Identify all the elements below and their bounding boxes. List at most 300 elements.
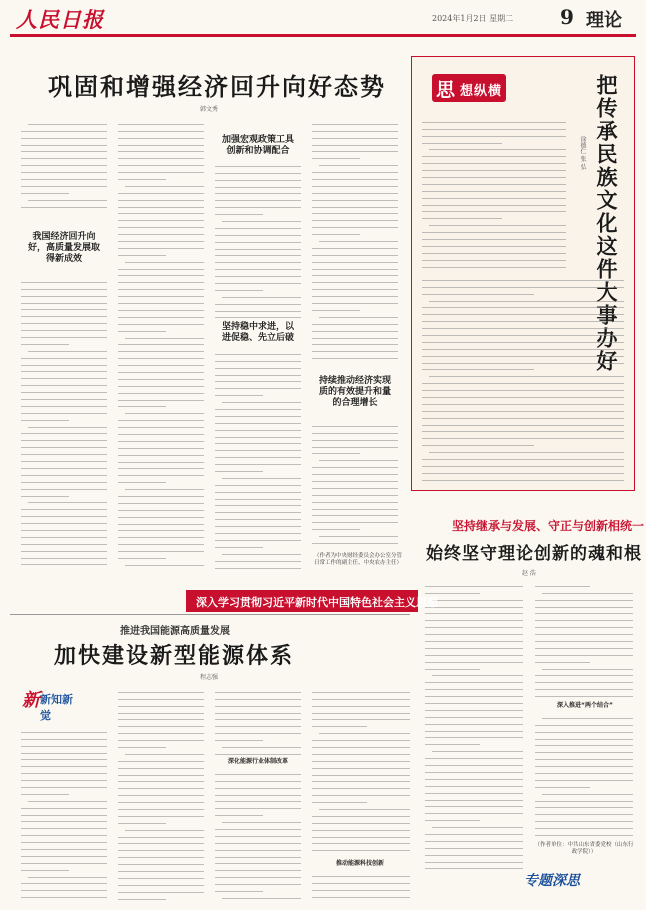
text-line [28,421,107,428]
text-line [312,221,398,228]
article2-subtitle: 推进我国能源高质量发展 [120,626,230,637]
text-line [118,290,204,297]
text-line [222,816,301,823]
text-line [118,283,204,290]
text-line [21,324,107,331]
text-line [215,500,301,507]
text-line [215,534,301,541]
text-line [215,513,301,520]
text-line [215,389,263,396]
page-number: 9 [560,5,574,29]
text-line [425,738,480,745]
column-name: 想纵横 [460,84,503,99]
text-line [425,711,523,718]
text-line [215,823,301,830]
text-line [118,428,204,435]
text-line [21,545,107,552]
text-line [422,350,624,357]
text-line [21,290,107,297]
text-line [535,690,633,697]
text-line [215,541,263,548]
text-line [535,614,633,621]
text-line [422,171,566,178]
special-feature-label: 专题深思 [524,873,580,889]
text-line [312,468,398,475]
text-line [535,733,633,740]
text-line [312,831,410,838]
text-line [118,318,204,325]
text-line [118,782,204,789]
article1-text-col1b [20,276,108,572]
text-line [215,188,301,195]
text-line [312,139,398,146]
text-line [118,435,204,442]
text-line [118,886,204,893]
article2-text-col4a [311,686,411,858]
text-line [118,132,204,139]
text-line [422,130,566,137]
text-line [118,810,204,817]
text-line [28,118,107,125]
theme-band-text: 深入学习贯彻习近平新时代中国特色社会主义思想 [196,596,438,609]
text-line [21,180,107,187]
text-line [118,504,204,511]
text-line [425,787,523,794]
text-line [215,851,301,858]
text-line [21,816,107,823]
text-line [215,167,301,174]
article3-byline: 赵 浩 [522,570,536,577]
text-line [118,796,204,803]
text-line [21,878,107,885]
text-line [422,391,624,398]
text-line [312,714,410,721]
text-line [215,208,263,215]
text-line [215,520,301,527]
text-line [215,748,301,755]
column-mark-xin: 新 [22,690,40,711]
text-line [21,559,107,566]
text-line [422,247,566,254]
text-line [118,741,166,748]
text-line [312,270,398,277]
text-line [21,379,107,386]
text-line [215,700,301,707]
text-line [215,782,301,789]
text-line [118,345,204,352]
text-line [425,621,523,628]
text-line [535,815,633,822]
text-line [535,767,633,774]
text-line [312,249,398,256]
article1-text-col4a [311,118,399,366]
text-line [425,835,523,842]
text-line [422,474,624,481]
text-line [312,125,398,132]
text-line [312,686,410,693]
text-line [21,366,107,373]
text-line [422,336,624,343]
article1-text-col3a [214,160,302,320]
text-line [215,830,301,837]
text-line [21,733,107,740]
text-line [118,762,204,769]
text-line [118,387,204,394]
text-line [125,332,204,339]
text-line [215,305,301,312]
text-line [432,821,523,828]
text-line [215,431,301,438]
text-line [215,871,301,878]
text-line [312,187,398,194]
text-line [215,355,301,362]
text-line [312,489,398,496]
text-line [312,824,410,831]
text-line [215,284,263,291]
text-line [118,707,204,714]
text-line [425,704,523,711]
text-line [222,741,301,748]
text-line [535,719,633,726]
article3-text-col2a [534,580,634,698]
theme-band [186,590,438,612]
text-line [312,884,410,891]
text-line [425,725,523,732]
section-name: 理论 [586,10,622,31]
text-line [312,427,398,434]
text-line [215,277,301,284]
text-line [312,755,410,762]
text-line [312,762,410,769]
article1-subhead-3: 坚持稳中求进，以进促稳、先立后破 [221,322,294,343]
text-line [222,472,301,479]
text-line [118,490,204,497]
text-line [425,601,523,608]
text-line [118,352,204,359]
text-line [422,329,624,336]
text-line [312,776,410,783]
text-line [118,755,204,762]
column-mark: 思 [436,79,456,101]
article2-text-col4b [311,870,411,902]
text-line [535,760,633,767]
text-line [118,228,204,235]
text-line [312,707,410,714]
text-line [118,525,204,532]
text-line [21,809,107,816]
text-line [118,276,204,283]
text-line [535,726,633,733]
text-line [422,123,566,130]
text-line [422,377,624,384]
text-line [118,858,204,865]
text-line [21,850,107,857]
issue-date: 2024年1月2日 星期二 [432,14,514,23]
newspaper-logo: 人民日报 [16,7,104,32]
text-line [215,256,301,263]
text-line [542,587,633,594]
text-line [125,824,204,831]
text-line [432,745,523,752]
text-line [422,432,624,439]
text-line [215,451,301,458]
text-line [118,497,204,504]
text-line [425,752,523,759]
text-line [118,865,204,872]
text-line [429,219,566,226]
text-line [425,863,523,870]
text-line [28,497,107,504]
text-line [422,150,566,157]
text-line [422,254,566,261]
text-line [118,531,204,538]
text-line [312,228,360,235]
text-line [21,386,107,393]
text-line [542,712,633,719]
text-line [312,810,410,817]
text-line [118,414,204,421]
text-line [118,844,204,851]
article3-text-col1 [424,580,524,875]
text-line [215,789,301,796]
text-line [222,892,301,899]
text-line [319,159,398,166]
text-line [425,614,523,621]
text-line [215,243,301,250]
article3-text-col2b [534,712,634,838]
text-line [21,152,107,159]
text-line [312,789,410,796]
text-line [535,802,633,809]
text-line [118,394,204,401]
text-line [429,370,624,377]
text-line [28,345,107,352]
article1-title: 巩固和增强经济回升向好态势 [48,73,386,101]
article1-subhead-4: 持续推动经济实现质的有效提升和量的合理增长 [318,376,391,408]
text-line [422,467,624,474]
text-line [215,768,301,775]
text-line [312,891,410,898]
text-line [535,649,633,656]
text-line [215,424,301,431]
text-line [422,226,566,233]
text-line [425,794,523,801]
text-line [118,693,204,700]
text-line [118,789,204,796]
text-line [21,788,69,795]
text-line [118,838,204,845]
text-line [215,720,301,727]
text-line [125,483,204,490]
text-line [319,727,410,734]
text-line [118,366,204,373]
text-line [118,401,166,408]
text-line [312,475,398,482]
text-line [422,322,624,329]
text-line [422,343,624,350]
text-line [118,118,204,125]
article2-subhead-1: 深化能源行业体制改革 [227,758,288,765]
text-line [21,754,107,761]
text-line [118,686,204,693]
text-line [215,878,301,885]
text-line [312,769,410,776]
text-line [422,439,534,446]
text-line [535,628,633,635]
divider [10,614,410,615]
text-line [21,740,107,747]
text-line [312,441,398,448]
text-line [21,283,107,290]
text-line [21,781,107,788]
text-line [425,587,480,594]
text-line [535,774,633,781]
text-line [118,235,204,242]
text-line [215,562,301,569]
text-line [422,302,624,309]
text-line [21,836,107,843]
text-line [222,396,301,403]
text-line [21,524,107,531]
text-line [422,233,566,240]
text-line [312,173,398,180]
text-line [319,454,398,461]
text-line [319,803,410,810]
text-line [118,194,204,201]
text-line [118,545,204,552]
text-line [312,838,410,845]
text-line [21,857,107,864]
text-line [425,828,523,835]
text-line [21,503,107,510]
text-line [215,506,301,513]
article1-byline: 韩文秀 [200,106,219,113]
text-line [425,732,523,739]
text-line [21,132,107,139]
text-line [422,315,624,322]
text-line [425,759,523,766]
text-line [215,382,301,389]
text-line [21,441,107,448]
text-line [425,663,480,670]
text-line [312,152,360,159]
text-line [118,552,166,559]
text-line [215,236,301,243]
text-line [312,146,398,153]
text-line [21,891,107,898]
text-line [21,483,107,490]
text-line [312,242,398,249]
text-line [312,537,398,544]
text-line [215,369,301,376]
text-line [118,476,166,483]
text-line [222,215,301,222]
text-line [21,407,107,414]
text-line [312,318,398,325]
text-line [425,814,480,821]
text-line [215,312,301,319]
text-line [312,325,398,332]
text-line [125,559,204,566]
text-line [312,263,398,270]
text-line [215,727,301,734]
text-line [425,649,523,656]
text-line [312,201,398,208]
text-line [319,311,398,318]
text-line [118,769,204,776]
text-line [312,523,360,530]
article2-title: 加快建设新型能源体系 [54,644,295,669]
text-line [125,748,204,755]
text-line [215,362,301,369]
text-line [215,775,301,782]
article2-column: 新知新觉 [40,693,73,722]
text-line [312,434,398,441]
text-line [312,870,410,877]
text-line [535,594,633,601]
text-line [118,270,204,277]
text-line [21,829,107,836]
article1-text-col1a [20,118,108,212]
text-line [21,139,107,146]
text-line [21,843,107,850]
text-line [542,663,633,670]
text-line [425,580,523,587]
article1-text-col3b [214,348,302,572]
text-line [312,304,360,311]
text-line [215,858,301,865]
text-line [312,339,398,346]
text-line [425,773,523,780]
text-line [118,325,166,332]
text-line [425,842,523,849]
text-line [312,118,398,125]
text-line [215,707,301,714]
text-line [422,199,566,206]
text-line [118,421,204,428]
text-line [21,352,107,359]
text-line [422,137,502,144]
text-line [422,364,534,371]
text-line [312,283,398,290]
text-line [125,180,204,187]
text-line [28,795,107,802]
text-line [535,580,590,587]
text-line [312,503,398,510]
text-line [118,518,204,525]
text-line [312,496,398,503]
text-line [422,240,566,247]
text-line [215,263,301,270]
text-line [21,276,107,283]
text-line [215,809,263,816]
text-line [118,714,204,721]
text-line [118,359,204,366]
text-line [312,734,410,741]
text-line [422,164,566,171]
text-line [425,849,523,856]
text-line [312,516,398,523]
article1-text-col4b [311,420,399,550]
text-line [312,741,410,748]
text-line [312,877,410,884]
text-line [215,348,301,355]
text-line [535,740,633,747]
text-line [118,208,204,215]
text-line [222,291,301,298]
article1-text-col2 [117,118,205,572]
text-line [215,486,301,493]
